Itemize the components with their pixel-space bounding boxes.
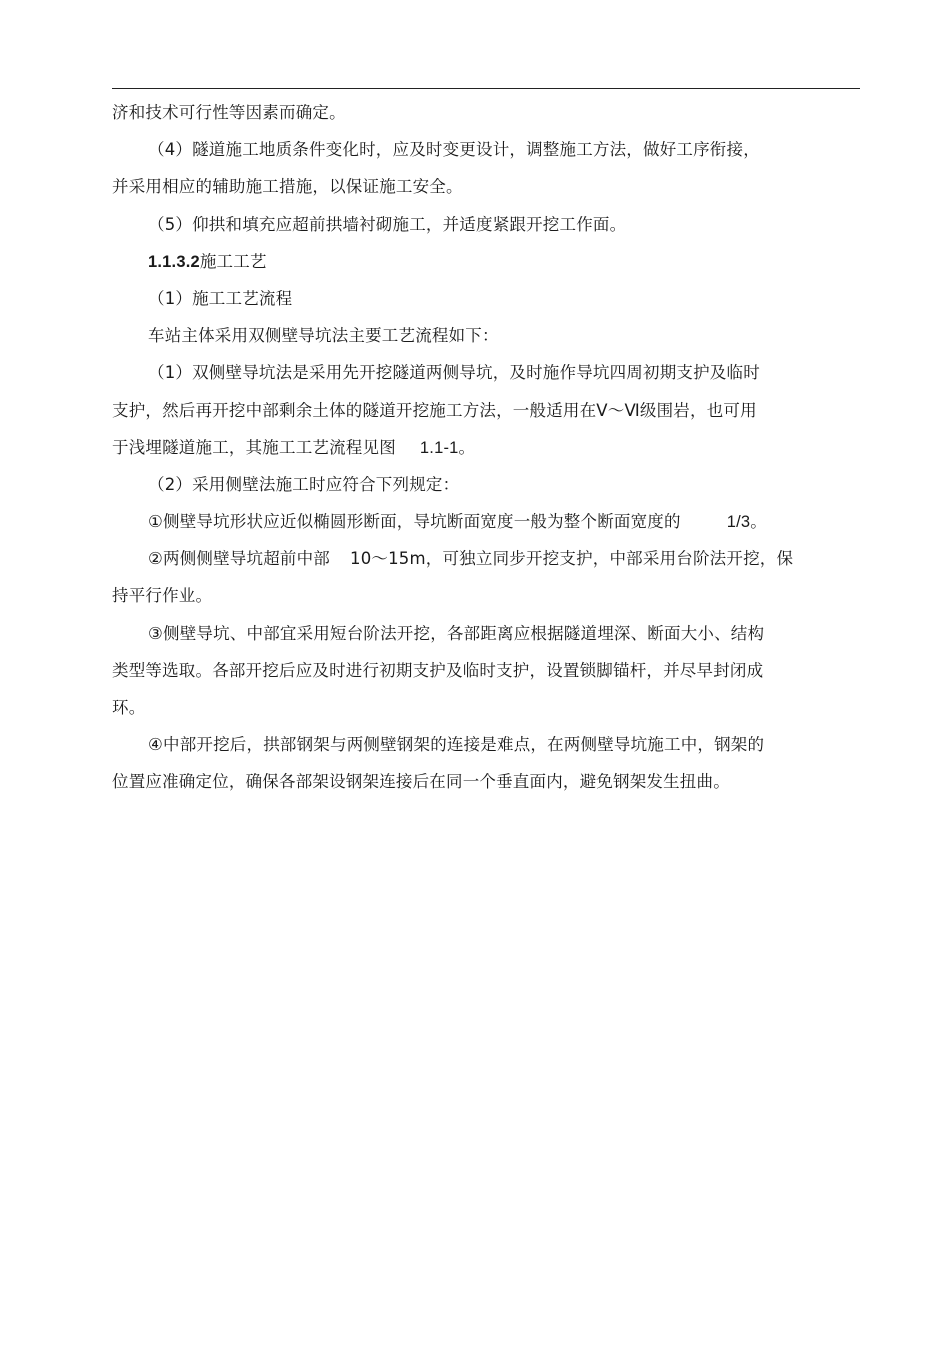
paragraph-line: （4）隧道施工地质条件变化时，应及时变更设计，调整施工方法，做好工序衔接， — [148, 140, 760, 160]
paragraph-line: 济和技术可行性等因素而确定。 — [112, 103, 346, 122]
document-body — [112, 94, 852, 801]
paragraph-line: 支护，然后再开挖中部剩余土体的隧道开挖施工方法，一般适用在Ⅴ～Ⅵ级围岩，也可用 — [112, 400, 757, 420]
line-part: 于浅埋隧道施工，其施工工艺流程见图 — [112, 437, 396, 457]
paragraph-line: （1）双侧壁导坑法是采用先开挖隧道两侧导坑，及时施作导坑四周初期支护及临时 — [148, 363, 760, 383]
paragraph-line: 类型等选取。各部开挖后应及时进行初期支护及临时支护，设置锁脚锚杆，并尽早封闭成 — [112, 660, 764, 680]
paragraph-line: 环。 — [112, 698, 146, 717]
header-rule — [112, 88, 860, 89]
paragraph-line: 持平行作业。 — [112, 586, 213, 606]
paragraph-line: ④中部开挖后，拱部钢架与两侧壁钢架的连接是难点，在两侧壁导坑施工中，钢架的 — [148, 735, 765, 755]
paragraph-line: 位置应准确定位，确保各部架设钢架连接后在同一个垂直面内，避免钢架发生扭曲。 — [112, 772, 730, 792]
paragraph-line: （5）仰拱和填充应超前拱墙衬砌施工，并适度紧跟开挖工作面。 — [148, 214, 627, 234]
paragraph-line — [112, 429, 852, 466]
section-heading — [112, 243, 852, 280]
paragraph-line: 车站主体采用双侧壁导坑法主要工艺流程如下： — [148, 326, 499, 346]
paragraph-line: （2）采用侧壁法施工时应符合下列规定： — [148, 474, 460, 494]
subsection-heading: （1）施工工艺流程 — [148, 288, 293, 308]
paragraph-line: ③侧壁导坑、中部宜采用短台阶法开挖，各部距离应根据隧道埋深、断面大小、结构 — [148, 623, 765, 643]
figure-reference: 1.1-1。 — [419, 438, 476, 457]
line-part: ①侧壁导坑形状应近似椭圆形断面，导坑断面宽度一般为整个断面宽度的 — [148, 512, 681, 532]
paragraph-line — [112, 540, 852, 577]
line-part: ②两侧侧壁导坑超前中部 — [148, 549, 330, 569]
paragraph-line: 并采用相应的辅助施工措施，以保证施工安全。 — [112, 177, 463, 197]
section-title: 施工工艺 — [199, 251, 267, 271]
ratio-value: 1/3。 — [726, 513, 767, 532]
line-part: 10～15m，可独立同步开挖支护，中部采用台阶法开挖，保 — [350, 549, 794, 569]
section-number: 1.1.3.2 — [148, 252, 200, 271]
paragraph-line — [112, 503, 852, 540]
